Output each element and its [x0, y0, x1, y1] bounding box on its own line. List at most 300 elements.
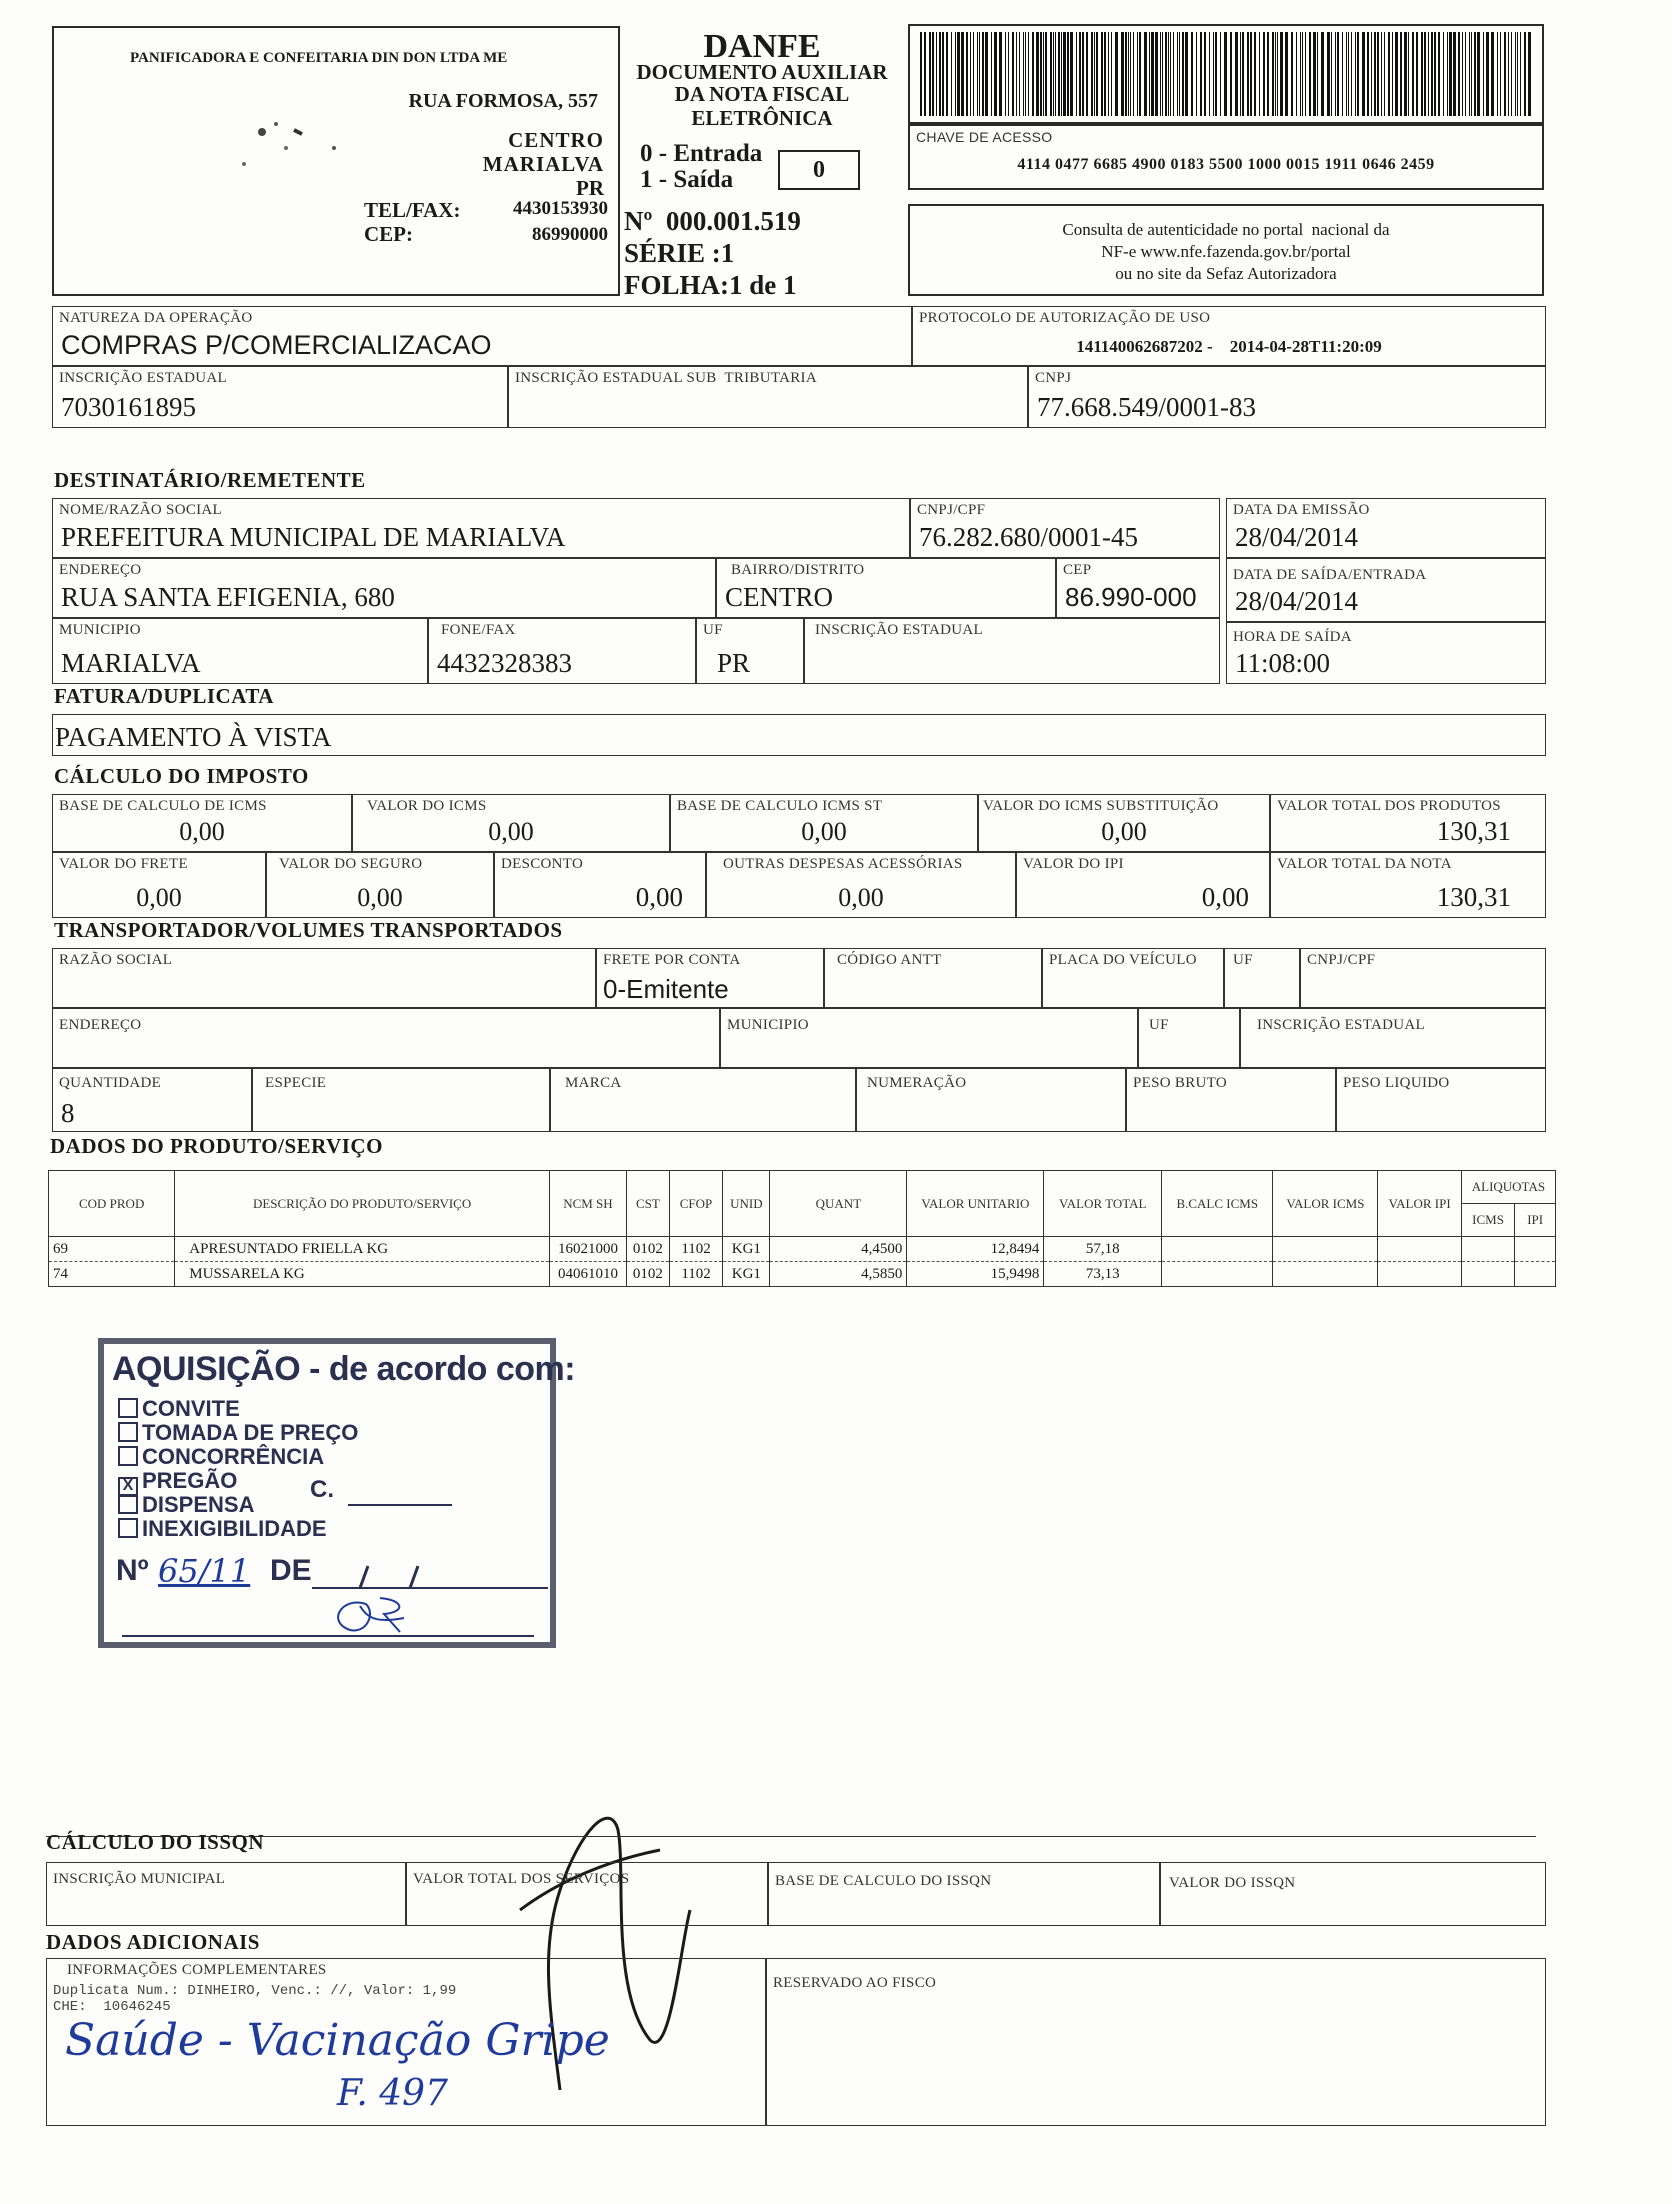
barcode-bar: [1023, 32, 1024, 116]
transp-qtd-label: QUANTIDADE: [59, 1075, 162, 1091]
transp-frete-cell: [596, 948, 824, 1008]
barcode-bar: [1447, 32, 1448, 116]
col-cfop: CFOP: [669, 1171, 723, 1237]
barcode-bar: [1185, 32, 1188, 116]
dest-bairro-cell: [716, 558, 1056, 618]
checkbox-icon: [118, 1446, 138, 1466]
barcode-bar: [1272, 32, 1274, 116]
barcode-bar: [1342, 32, 1343, 116]
barcode-bar: [1058, 32, 1060, 116]
emitente-bairro: CENTRO: [508, 128, 604, 152]
base-icms-label: BASE DE CALCULO DE ICMS: [59, 798, 267, 814]
dest-cep-cell: [1056, 558, 1220, 618]
barcode-bar: [1151, 32, 1154, 116]
barcode-bar: [1045, 32, 1047, 116]
emitente-endereco: RUA FORMOSA, 557: [408, 90, 598, 112]
transp-frete-label: FRETE POR CONTA: [603, 952, 741, 968]
barcode-bar: [1511, 32, 1512, 116]
stamp-option-convite: [118, 1396, 240, 1422]
stamp-option-label: DISPENSA: [142, 1492, 255, 1517]
outras-cell: [706, 852, 1016, 918]
barcode-bar: [1055, 32, 1056, 116]
transp-ie-label: INSCRIÇÃO ESTADUAL: [1257, 1017, 1425, 1033]
barcode-bar: [1128, 32, 1129, 116]
natureza-value: COMPRAS P/COMERCIALIZACAO: [61, 330, 492, 360]
emitente-nome: PANIFICADORA E CONFEITARIA DIN DON LTDA ME: [130, 50, 508, 66]
issqn-section: CÁLCULO DO ISSQN: [46, 1830, 265, 1854]
item-cod: 69: [49, 1237, 175, 1262]
barcode-bar: [1213, 32, 1214, 116]
barcode-bar: [979, 32, 980, 116]
base-st: 0,00: [801, 817, 847, 846]
barcode-bar: [1267, 32, 1269, 116]
issqn-im-cell: [46, 1862, 406, 1926]
transp-uf2-label: UF: [1149, 1017, 1169, 1033]
entrada-label: 0 - Entrada: [640, 140, 763, 167]
barcode-bar: [1259, 32, 1260, 116]
emitente-cidade: MARIALVA: [482, 152, 604, 176]
barcode-bar: [1028, 32, 1029, 116]
barcode-bar: [1179, 32, 1180, 116]
barcode-bar: [1170, 32, 1171, 116]
dest-end-cell: [52, 558, 716, 618]
transp-section: TRANSPORTADOR/VOLUMES TRANSPORTADOS: [54, 918, 563, 942]
cnpj-label: CNPJ: [1035, 370, 1072, 386]
barcode-bar: [1019, 32, 1020, 116]
danfe-sub1: DOCUMENTO AUXILIAR: [636, 60, 888, 84]
dest-nome-label: NOME/RAZÃO SOCIAL: [59, 502, 223, 518]
barcode-bar: [1165, 32, 1167, 116]
col-cod: COD PROD: [49, 1171, 175, 1237]
item-cod: 74: [49, 1262, 175, 1287]
barcode-bar: [1517, 32, 1518, 116]
barcode-bar: [1144, 32, 1147, 116]
barcode-bar: [1309, 32, 1311, 116]
transp-cnpj-label: CNPJ/CPF: [1307, 952, 1376, 968]
emitente-cep: 86990000: [532, 224, 608, 245]
barcode-bar: [1275, 32, 1276, 116]
barcode-bar: [1086, 32, 1088, 116]
barcode-bar: [936, 32, 937, 116]
ie-cell: [52, 366, 508, 428]
dest-cep-label: CEP: [1063, 562, 1092, 578]
ie-value: 7030161895: [61, 392, 196, 422]
valor-icms-label: VALOR DO ICMS: [367, 798, 487, 814]
item-aliq-ipi: [1515, 1262, 1556, 1287]
stamp-option-tomada: [118, 1420, 358, 1446]
transp-razao-cell: [52, 948, 596, 1008]
item-aliq-ipi: [1515, 1237, 1556, 1262]
transp-end-cell: [52, 1008, 720, 1068]
ipi: 0,00: [1201, 882, 1249, 912]
item-vicms: [1273, 1237, 1378, 1262]
ipi-label: VALOR DO IPI: [1023, 856, 1124, 872]
barcode-bar: [1204, 32, 1206, 116]
barcode-bar: [1483, 32, 1484, 116]
dest-section: DESTINATÁRIO/REMETENTE: [54, 468, 366, 492]
barcode-box: [908, 24, 1544, 124]
stamp-option-concorrencia: [118, 1444, 324, 1470]
table-row: [49, 1237, 1556, 1262]
barcode-bar: [1443, 32, 1444, 116]
barcode-bar: [991, 32, 992, 116]
stamp-n-value: 65/11: [158, 1552, 251, 1590]
transp-marca-cell: [550, 1068, 856, 1132]
barcode-bar: [932, 32, 934, 116]
barcode-bar: [1254, 32, 1256, 116]
barcode-bar: [994, 32, 997, 116]
danfe-serie: SÉRIE :1: [624, 238, 735, 268]
barcode-bar: [1036, 32, 1039, 116]
dest-ie-label: INSCRIÇÃO ESTADUAL: [815, 622, 983, 638]
transp-uf2-cell: [1138, 1008, 1240, 1068]
danfe-numero: Nº 000.001.519: [624, 206, 801, 236]
barcode-bar: [1230, 32, 1232, 116]
barcode-bar: [1070, 32, 1073, 116]
barcode-bar: [1449, 32, 1452, 116]
transp-end-label: ENDEREÇO: [59, 1017, 142, 1033]
desconto-cell: [494, 852, 706, 918]
barcode-bar: [1160, 32, 1161, 116]
transp-liquido-label: PESO LIQUIDO: [1343, 1075, 1450, 1091]
transp-qtd: 8: [61, 1098, 75, 1128]
barcode-bar: [1421, 32, 1423, 116]
col-vunit: VALOR UNITARIO: [907, 1171, 1044, 1237]
item-vunit: 12,8494: [907, 1237, 1044, 1262]
checkbox-icon: [118, 1494, 138, 1514]
barcode-bar: [1348, 32, 1349, 116]
barcode-bar: [1005, 32, 1006, 116]
barcode-bar: [1067, 32, 1069, 116]
imposto-section: CÁLCULO DO IMPOSTO: [54, 764, 309, 788]
barcode-bar: [1371, 32, 1372, 116]
dest-bairro-label: BAIRRO/DISTRITO: [731, 562, 865, 578]
barcode-bar: [1250, 32, 1252, 116]
barcode-bar: [1471, 32, 1472, 116]
barcode-bar: [1182, 32, 1184, 116]
table-row: [49, 1262, 1556, 1287]
fatura-value: PAGAMENTO À VISTA: [55, 722, 332, 752]
barcode-bar: [1111, 32, 1112, 116]
consulta-box: [908, 204, 1544, 296]
item-aliq-icms: [1461, 1237, 1515, 1262]
danfe-title: DANFE: [703, 28, 821, 65]
item-cst: 0102: [626, 1237, 669, 1262]
checkbox-icon: [118, 1518, 138, 1538]
transp-ie-cell: [1240, 1008, 1546, 1068]
issqn-top-line: [46, 1836, 1536, 1837]
dest-hora-cell: [1226, 622, 1546, 684]
barcode-bar: [924, 32, 926, 116]
icms-st-cell: [978, 794, 1270, 852]
danfe-sub3: ELETRÔNICA: [691, 106, 833, 130]
seguro-cell: [266, 852, 494, 918]
issqn-im-label: INSCRIÇÃO MUNICIPAL: [53, 1871, 226, 1887]
item-cst: 0102: [626, 1262, 669, 1287]
item-quant: 4,4500: [770, 1237, 907, 1262]
barcode-bar: [1285, 32, 1288, 116]
emitente-box: [52, 26, 620, 296]
barcode-bar: [985, 32, 988, 116]
barcode-bar: [1374, 32, 1376, 116]
emitente-tel-label: TEL/FAX:: [364, 198, 461, 222]
barcode-bar: [1162, 32, 1163, 116]
checked-box-icon: X: [118, 1477, 138, 1497]
barcode-bar: [1240, 32, 1241, 116]
dest-uf: PR: [717, 648, 751, 678]
barcode-bar: [1388, 32, 1390, 116]
transp-razao-label: RAZÃO SOCIAL: [59, 952, 173, 968]
base-st-label: BASE DE CALCULO ICMS ST: [677, 798, 883, 814]
barcode-bar: [1079, 32, 1081, 116]
consulta-l3: ou no site da Sefaz Autorizadora: [1115, 264, 1337, 283]
dest-mun-label: MUNICIPIO: [59, 622, 141, 638]
produtos-section: DADOS DO PRODUTO/SERVIÇO: [50, 1134, 383, 1158]
item-vipi: [1378, 1237, 1461, 1262]
barcode-bar: [1247, 32, 1249, 116]
produtos-table: [48, 1170, 1556, 1287]
cnpj-cell: [1028, 366, 1546, 428]
desconto-label: DESCONTO: [501, 856, 584, 872]
dest-fone-cell: [428, 618, 696, 684]
item-ncm: 16021000: [549, 1237, 626, 1262]
frete-cell: [52, 852, 266, 918]
stamp-title: AQUISIÇÃO - de acordo com:: [112, 1350, 576, 1388]
transp-qtd-cell: [52, 1068, 252, 1132]
barcode-bar: [1130, 32, 1131, 116]
seguro: 0,00: [357, 883, 403, 912]
fatura-cell: [52, 714, 1546, 756]
total-prod-cell: [1270, 794, 1546, 852]
total-prod-label: VALOR TOTAL DOS PRODUTOS: [1277, 798, 1501, 814]
col-bcalc: B.CALC ICMS: [1162, 1171, 1273, 1237]
barcode-bar: [1209, 32, 1210, 116]
barcode-bar: [1040, 32, 1042, 116]
barcode-bar: [982, 32, 984, 116]
icms-st-label: VALOR DO ICMS SUBSTITUIÇÃO: [983, 798, 1219, 814]
checkbox-icon: [118, 1398, 138, 1418]
barcode-bar: [1313, 32, 1316, 116]
col-aliq-ipi: IPI: [1515, 1204, 1556, 1237]
barcode-bar: [1082, 32, 1084, 116]
dest-nome: PREFEITURA MUNICIPAL DE MARIALVA: [61, 522, 566, 552]
barcode-bar: [1497, 32, 1498, 116]
barcode: [918, 32, 1538, 116]
barcode-bar: [1438, 32, 1440, 116]
item-vunit: 15,9498: [907, 1262, 1044, 1287]
protocolo-label: PROTOCOLO DE AUTORIZAÇÃO DE USO: [919, 310, 1211, 326]
barcode-bar: [970, 32, 971, 116]
item-bcalc: [1162, 1237, 1273, 1262]
barcode-bar: [1149, 32, 1150, 116]
transp-frete: 0-Emitente: [603, 974, 729, 1004]
item-bcalc: [1162, 1262, 1273, 1287]
transp-liquido-cell: [1336, 1068, 1546, 1132]
item-aliq-icms: [1461, 1262, 1515, 1287]
aquisicao-stamp: [98, 1338, 576, 1648]
barcode-bar: [1108, 32, 1109, 116]
barcode-bar: [1346, 32, 1347, 116]
protocolo-cell: [912, 306, 1546, 366]
stamp-signature: [104, 1574, 544, 1654]
valor-icms-cell: [352, 794, 670, 852]
dest-uf-label: UF: [703, 622, 723, 638]
barcode-bar: [1515, 32, 1516, 116]
dest-nome-cell: [52, 498, 910, 558]
transp-especie-cell: [252, 1068, 550, 1132]
barcode-bar: [1500, 32, 1501, 116]
transp-mun-cell: [720, 1008, 1138, 1068]
transp-marca-label: MARCA: [565, 1075, 622, 1091]
adicionais-section: DADOS ADICIONAIS: [46, 1930, 260, 1954]
barcode-bar: [1277, 32, 1278, 116]
barcode-bar: [951, 32, 952, 116]
dest-cnpj-cell: [910, 498, 1220, 558]
col-vicms: VALOR ICMS: [1273, 1171, 1378, 1237]
barcode-bar: [1351, 32, 1352, 116]
transp-mun-label: MUNICIPIO: [727, 1017, 809, 1033]
barcode-bar: [977, 32, 978, 116]
item-quant: 4,5850: [770, 1262, 907, 1287]
dest-saida-label: DATA DE SAÍDA/ENTRADA: [1233, 567, 1427, 583]
barcode-bar: [920, 32, 922, 116]
col-unid: UNID: [723, 1171, 770, 1237]
natureza-cell: [52, 306, 912, 366]
dest-emissao-label: DATA DA EMISSÃO: [1233, 502, 1370, 518]
issqn-base-label: BASE DE CALCULO DO ISSQN: [775, 1873, 992, 1889]
frete: 0,00: [136, 883, 182, 912]
dest-end: RUA SANTA EFIGENIA, 680: [61, 582, 395, 612]
transp-bruto-label: PESO BRUTO: [1133, 1075, 1227, 1091]
barcode-bar: [1381, 32, 1382, 116]
barcode-bar: [1008, 32, 1009, 116]
barcode-bar: [1200, 32, 1202, 116]
item-desc: MUSSARELA KG: [175, 1262, 550, 1287]
barcode-bar: [1043, 32, 1044, 116]
barcode-bar: [1280, 32, 1283, 116]
barcode-bar: [1431, 32, 1433, 116]
item-cfop: 1102: [669, 1237, 723, 1262]
barcode-bar: [1424, 32, 1426, 116]
ipi-cell: [1016, 852, 1270, 918]
barcode-bar: [1321, 32, 1324, 116]
fisco-cell: [766, 1958, 1546, 2126]
barcode-bar: [1412, 32, 1414, 116]
dest-hora: 11:08:00: [1235, 648, 1331, 678]
item-unid: KG1: [723, 1262, 770, 1287]
icms-st: 0,00: [1101, 817, 1147, 846]
barcode-bar: [1520, 32, 1521, 116]
barcode-bar: [1384, 32, 1385, 116]
fisco-label: RESERVADO AO FISCO: [773, 1975, 937, 1991]
emitente-tel: 4430153930: [513, 198, 608, 219]
barcode-bar: [1137, 32, 1138, 116]
barcode-bar: [1063, 32, 1066, 116]
outras: 0,00: [838, 883, 884, 912]
barcode-bar: [1331, 32, 1332, 116]
total-prod: 130,31: [1436, 816, 1511, 846]
dest-saida: 28/04/2014: [1235, 586, 1359, 616]
dest-hora-label: HORA DE SAÍDA: [1233, 629, 1352, 645]
barcode-bar: [1474, 32, 1476, 116]
barcode-bar: [1317, 32, 1318, 116]
tipo-box: 0: [778, 150, 860, 190]
issqn-vserv-cell: [406, 1862, 768, 1926]
dest-end-label: ENDEREÇO: [59, 562, 142, 578]
col-aliq: ALIQUOTAS: [1461, 1171, 1555, 1204]
dest-ie-cell: [804, 618, 1220, 684]
transp-numeracao-label: NUMERAÇÃO: [867, 1075, 967, 1091]
frete-label: VALOR DO FRETE: [59, 856, 188, 872]
barcode-bar: [961, 32, 964, 116]
barcode-bar: [1400, 32, 1402, 116]
info-label: INFORMAÇÕES COMPLEMENTARES: [67, 1962, 327, 1978]
barcode-bar: [1404, 32, 1407, 116]
barcode-bar: [1302, 32, 1303, 116]
barcode-bar: [1491, 32, 1494, 116]
issqn-vserv-label: VALOR TOTAL DOS SERVIÇOS: [413, 1871, 630, 1887]
total-nota-cell: [1270, 852, 1546, 918]
barcode-bar: [1462, 32, 1463, 116]
item-unid: KG1: [723, 1237, 770, 1262]
barcode-bar: [1291, 32, 1293, 116]
ie-st-label: INSCRIÇÃO ESTADUAL SUB TRIBUTARIA: [515, 370, 817, 386]
barcode-bar: [1016, 32, 1017, 116]
barcode-bar: [1061, 32, 1062, 116]
barcode-bar: [1392, 32, 1393, 116]
barcode-bar: [1327, 32, 1330, 116]
stamp-option-inexigibilidade: [118, 1516, 327, 1542]
info-line1: Duplicata Num.: DINHEIRO, Venc.: //, Valor: 1,99: [53, 1983, 457, 1999]
barcode-bar: [1524, 32, 1526, 116]
barcode-bar: [1486, 32, 1489, 116]
handwritten-note-1: Saúde - Vacinação Gripe: [65, 2015, 610, 2066]
barcode-bar: [942, 32, 944, 116]
barcode-bar: [946, 32, 948, 116]
barcode-bar: [1155, 32, 1158, 116]
barcode-bar: [999, 32, 1002, 116]
info-line2: CHE: 10646245: [53, 1999, 171, 2015]
barcode-bar: [1242, 32, 1244, 116]
barcode-bar: [1025, 32, 1026, 116]
logo-smudge: [224, 98, 364, 178]
barcode-bar: [1094, 32, 1095, 116]
barcode-bar: [1362, 32, 1365, 116]
dest-emissao-cell: [1226, 498, 1546, 558]
col-ncm: NCM SH: [549, 1171, 626, 1237]
transp-cnpj-cell: [1300, 948, 1546, 1008]
consulta-l2: NF-e www.nfe.fazenda.gov.br/portal: [1101, 242, 1351, 261]
dest-saida-cell: [1226, 558, 1546, 622]
transp-uf-label: UF: [1233, 952, 1253, 968]
barcode-bar: [1469, 32, 1470, 116]
barcode-bar: [1367, 32, 1369, 116]
barcode-bar: [1053, 32, 1054, 116]
dest-mun: MARIALVA: [61, 648, 201, 678]
barcode-bar: [1076, 32, 1077, 116]
barcode-bar: [1296, 32, 1297, 116]
barcode-bar: [1337, 32, 1339, 116]
stamp-option-label: CONVITE: [142, 1396, 240, 1421]
fatura-section: FATURA/DUPLICATA: [54, 684, 274, 708]
barcode-bar: [1215, 32, 1217, 116]
dest-cnpj-label: CNPJ/CPF: [917, 502, 986, 518]
transp-especie-label: ESPECIE: [265, 1075, 327, 1091]
dest-fone: 4432328383: [437, 648, 572, 678]
item-vtotal: 57,18: [1044, 1237, 1162, 1262]
protocolo-value: 141140062687202 - 2014-04-28T11:20:09: [1076, 337, 1382, 356]
saida-label: 1 - Saída: [640, 166, 734, 193]
